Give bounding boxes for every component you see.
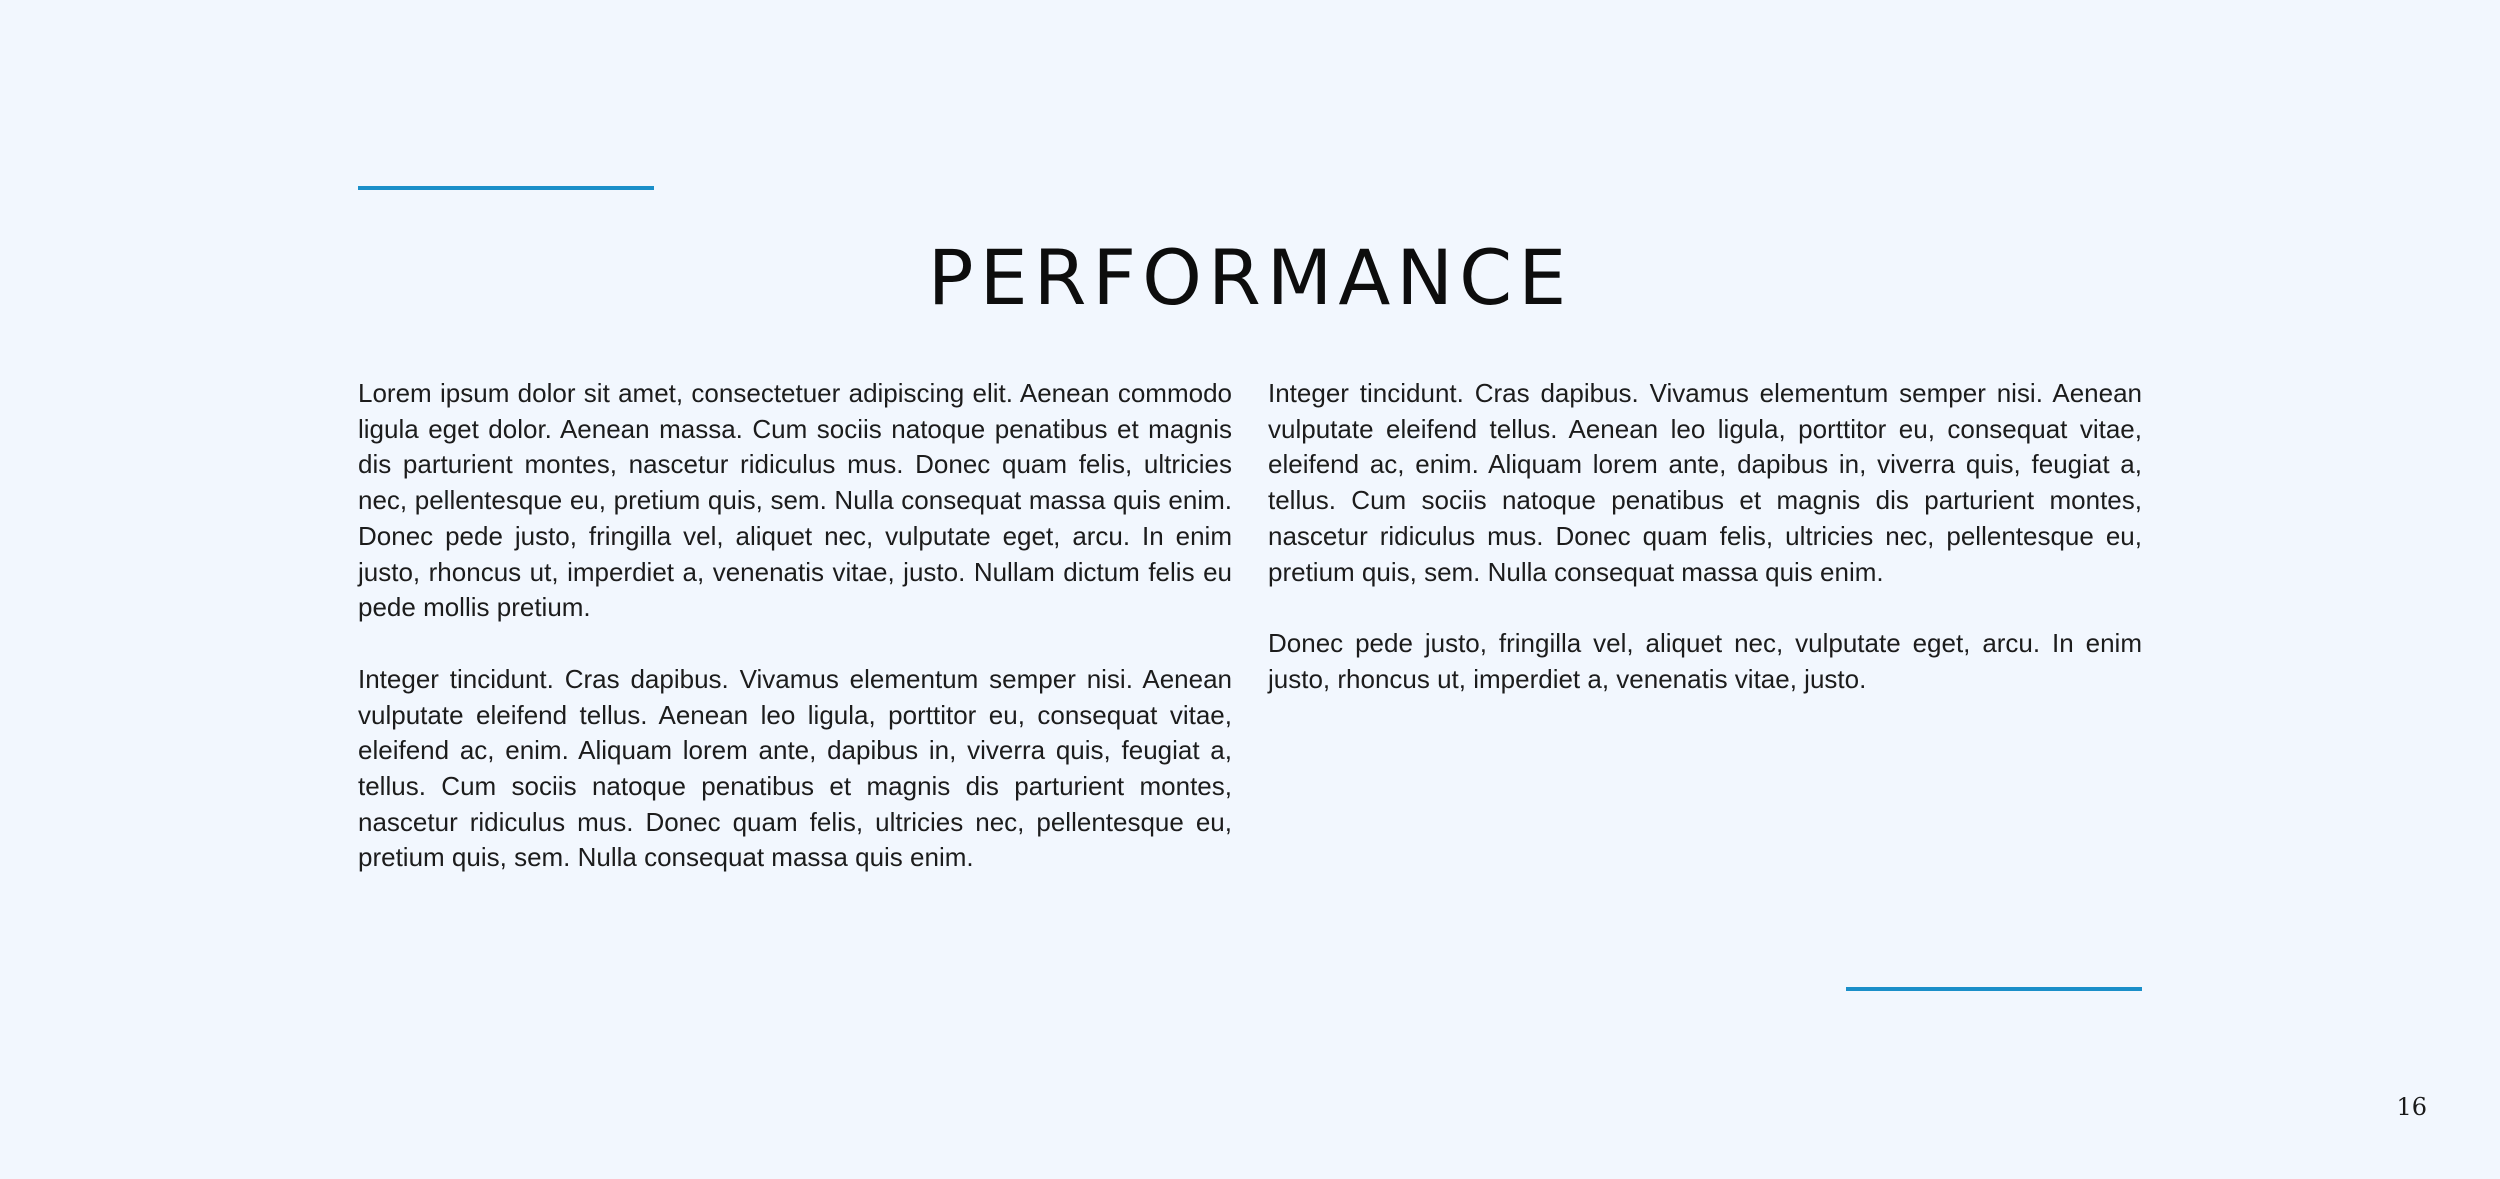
bottom-accent-line: [1846, 987, 2142, 991]
right-paragraph-2: Donec pede justo, fringilla vel, aliquet nec, vulputate eget, arcu. In enim justo, rhoncus ut, imperdiet a, venenatis vitae, justo.: [1268, 628, 2142, 694]
left-paragraph-2: Integer tincidunt. Cras dapibus. Vivamus elementum semper nisi. Aenean vulputate eleifend tellus. Aenean leo ligula, porttitor eu, consequat vitae, eleifend ac, enim. Aliquam lorem ante, dapibus in, viverra quis, feugiat a, tellus. Cum sociis natoque penatibus et magnis dis parturient montes, nascetur ridiculus mus. Donec quam felis, ultricies nec, pellentesque eu, pretium quis, sem. Nulla consequat massa quis enim.: [358, 663, 1232, 873]
top-accent-line: [358, 186, 654, 190]
right-paragraph-1: Integer tincidunt. Cras dapibus. Vivamus elementum semper nisi. Aenean vulputate eleifend tellus. Aenean leo ligula, porttitor eu, consequat vitae, eleifend ac, enim. Aliquam lorem ante, dapibus in, viverra quis, feugiat a, tellus. Cum sociis natoque penatibus et magnis dis parturient montes, nascetur ridiculus mus. Donec quam felis, ultricies nec, pellentesque eu, pretium quis, sem. Nulla consequat massa quis enim.: [1268, 378, 2142, 587]
left-paragraph-1: Lorem ipsum dolor sit amet, consectetuer adipiscing elit. Aenean commodo ligula eget dolor. Aenean massa. Cum sociis natoque penatibus et magnis dis parturient montes, nascetur ridiculus mus. Donec quam felis, ultricies nec, pellentesque eu, pretium quis, sem. Nulla consequat massa quis enim. Donec pede justo, fringilla vel, aliquet nec, vulputate eget, arcu. In enim justo, rhoncus ut, imperdiet a, venenatis vitae, justo. Nullam dictum felis eu pede mollis pretium.: [358, 378, 1232, 623]
slide-title: PERFORMANCE: [927, 233, 1573, 322]
page-number: 16: [2396, 1093, 2427, 1121]
left-text-column: [358, 376, 1232, 912]
right-text-column: [1268, 376, 2142, 734]
